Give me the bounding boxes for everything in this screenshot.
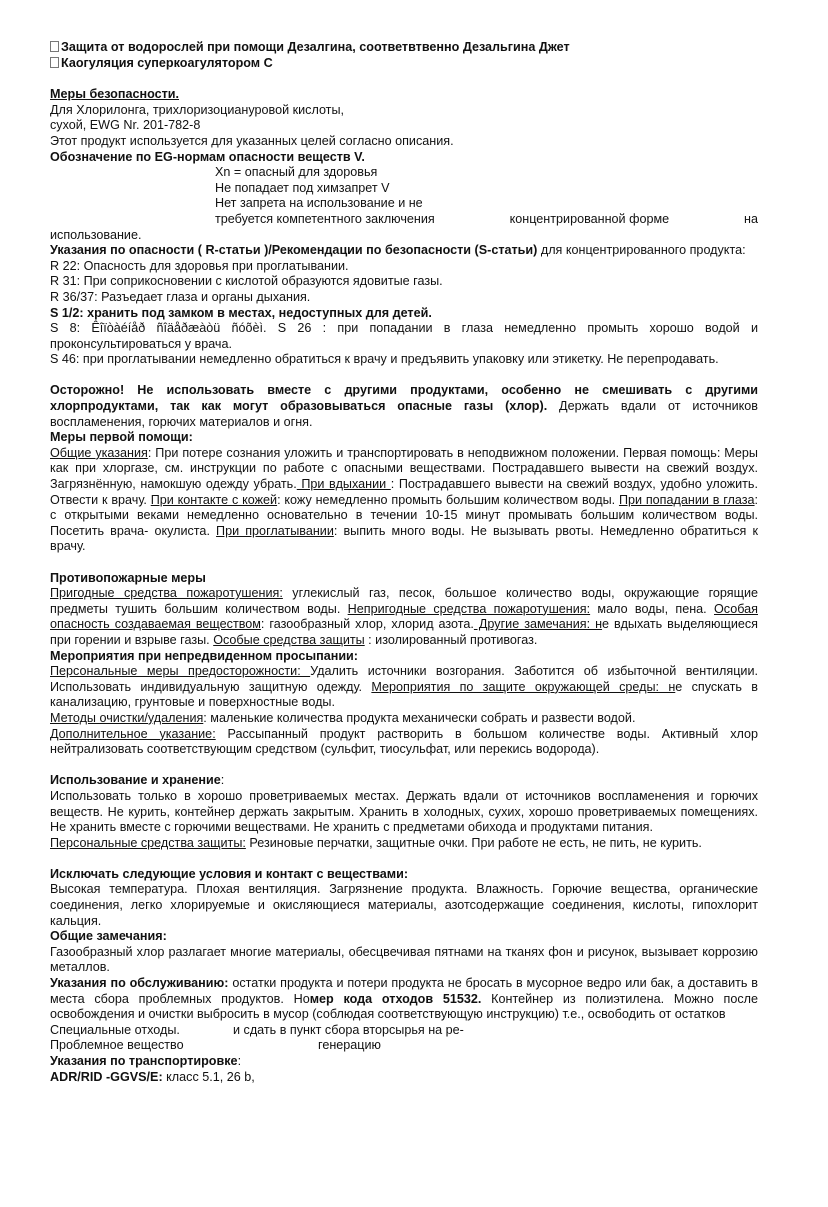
r-phrase: R 36/37: Разъедает глаза и органы дыхания. — [50, 289, 311, 304]
safety-line: Для Хлорилонга, трихлоризоциануровой кислоты, — [50, 102, 345, 117]
exclude-title: Исключать следующие условия и контакт с веществами: — [50, 866, 409, 881]
general-title: Общие замечания: — [50, 929, 167, 944]
storage-title: Использование и хранение: — [50, 773, 225, 788]
spill-paragraph: Персональные меры предосторожности: Удалить источники возгорания. Заботится об избыточной вентиляции. Использовать индивидуальную защитную одежду. Мероприятия по защите окружающей среды: не спускать в канализацию, грунтовые и поверхностные воды. — [50, 664, 758, 710]
header-line-2: Каогуляция суперкоагулятором С — [50, 56, 758, 72]
eg-line: Нет запрета на использование и не — [215, 196, 423, 211]
safety-line: Этот продукт используется для указанных целей согласно описания. — [50, 133, 454, 148]
firstaid-title: Меры первой помощи: — [50, 430, 193, 445]
eg-line: использование. — [50, 227, 142, 242]
rs-heading: Указания по опасности ( R-статьи )/Рекомендации по безопасности (S-статьи) для концентрированного продукта: — [50, 243, 746, 258]
eg-line: Не попадает под химзапрет V — [215, 180, 390, 195]
fire-paragraph: Пригодные средства пожаротушения: углекислый газ, песок, большое количество воды, окружающие горящие предметы тушить большим количеством воды. Непригодные средства пожаротушения: мало воды, пена. Особая опасность создаваемая веществом: газообразный хлор, хлорид азота. Другие замечания: не вдыхать выделяющиеся при горении и взрыве газы. Особые средства защиты : изолированный противогаз. — [50, 586, 758, 647]
r-phrase: R 22: Опасность для здоровья при проглатывании. — [50, 258, 349, 273]
service-columns: Специальные отходы. и сдать в пункт сбора вторсырья на ре- — [50, 1022, 464, 1037]
s-phrase: S 46: при проглатывании немедленно обратиться к врачу и предъявить упаковку или этикетку. Не перепродавать. — [50, 352, 719, 367]
storage-paragraph: Использовать только в хорошо проветриваемых местах. Держать вдали от источников воспламенения и горючих веществ. Не курить, контейнер держать закрытым. Хранить в холодных, сухих, хорошо проветриваемых помещениях. Не хранить вместе с горючими веществами. Не хранить с предметами обихода и продуктами питания. — [50, 788, 758, 835]
caution-paragraph: Осторожно! Не использовать вместе с другими продуктами, особенно не смешивать с другими хлорпродуктами, так как могут образовываться опасные газы (хлор). Держать вдали от источников воспламенения, горючих материалов и огня. — [50, 383, 758, 429]
s-phrase: S 1/2: хранить под замком в местах, недоступных для детей. — [50, 305, 432, 320]
transport-title: Указания по транспортировке: — [50, 1054, 242, 1068]
spill-title: Мероприятия при непредвиденном просыпании: — [50, 648, 358, 663]
header-line-1: Защита от водорослей при помощи Дезалгина, соответвтвенно Дезальгина Джет — [50, 40, 758, 56]
storage-ppe: Персональные средства защиты: Резиновые перчатки, защитные очки. При работе не есть, не пить, не курить. — [50, 835, 702, 850]
r-phrase: R 31: При соприкосновении с кислотой образуются ядовитые газы. — [50, 274, 443, 289]
service-columns: Проблемное вещество генерацию — [50, 1038, 381, 1053]
firstaid-paragraph: Общие указания: При потере сознания уложить и транспортировать в неподвижном положении. Первая помощь: Меры как при хлоргазе, см. инструкции по работе с опасными веществами. Пострадавшего вывести на свежий воздух. Загрязнённую, намокшую одежду убрать. При вдыхании : Пострадавшего вывести на свежий воздух, удобно уложить. Отвести к врачу. При контакте с кожей: кожу немедленно промыть большим количеством воды. При попадании в глаза: с открытыми веками немедленно основательно в течении 10-15 минут промывать большим количеством воды. Посетить врача- окулиста. При проглатывании: выпить много воды. Не вызывать рвоты. Немедленно обратиться к врачу. — [50, 445, 759, 554]
safety-line: сухой, EWG Nr. 201-782-8 — [50, 118, 201, 133]
service-paragraph: Указания по обслуживанию: остатки продукта и потери продукта не бросать в мусорное ведро или бак, а доставить в места сбора проблемных продуктов. Номер кода отходов 51532. Контейнер из полиэтилена. Можно после освобождения и очистки выбросить в мусор (соблюдая соответствующую инструкцию) т.е., освободить от остатков — [50, 976, 758, 1022]
general-paragraph: Газообразный хлор разлагает многие материалы, обесцвечивая пятнами на тканях фон и рисунок, вызывает коррозию металлов. — [50, 944, 758, 975]
s-phrase: S 8: Êîïòàéíåð ñîäåðæàòü ñóõèì. S 26 : при попадании в глаза немедленно промыть хорошо водой и проконсультироваться у врача. — [50, 321, 758, 351]
safety-title: Меры безопасности. — [50, 87, 180, 102]
transport-line: ADR/RID -GGVS/E: класс 5.1, 26 b, — [50, 1069, 255, 1084]
exclude-paragraph: Высокая температура. Плохая вентиляция. Загрязнение продукта. Влажность. Горючие вещества, органические соединения, легко хлорируемые и окисляющиеся материалы, азотсодержащие соединения, кислоты, гипохлорит кальция. — [50, 882, 758, 928]
checkbox-icon — [50, 41, 59, 52]
eg-line-wide: требуется компетентного заключения концентрированной форме на — [215, 211, 758, 226]
fire-title: Противопожарные меры — [50, 570, 206, 585]
spill-paragraph: Методы очистки/удаления: маленькие количества продукта механически собрать и развести водой. — [50, 710, 636, 725]
checkbox-icon — [50, 57, 59, 68]
eg-line: Xn = опасный для здоровья — [215, 165, 378, 180]
spill-paragraph: Дополнительное указание: Рассыпанный продукт растворить в большом количестве воды. Активный хлор нейтрализовать соответствующим средством (сульфит, тиосульфат, или перекись водорода). — [50, 726, 758, 757]
eg-title: Обозначение по EG-нормам опасности веществ V. — [50, 149, 365, 164]
